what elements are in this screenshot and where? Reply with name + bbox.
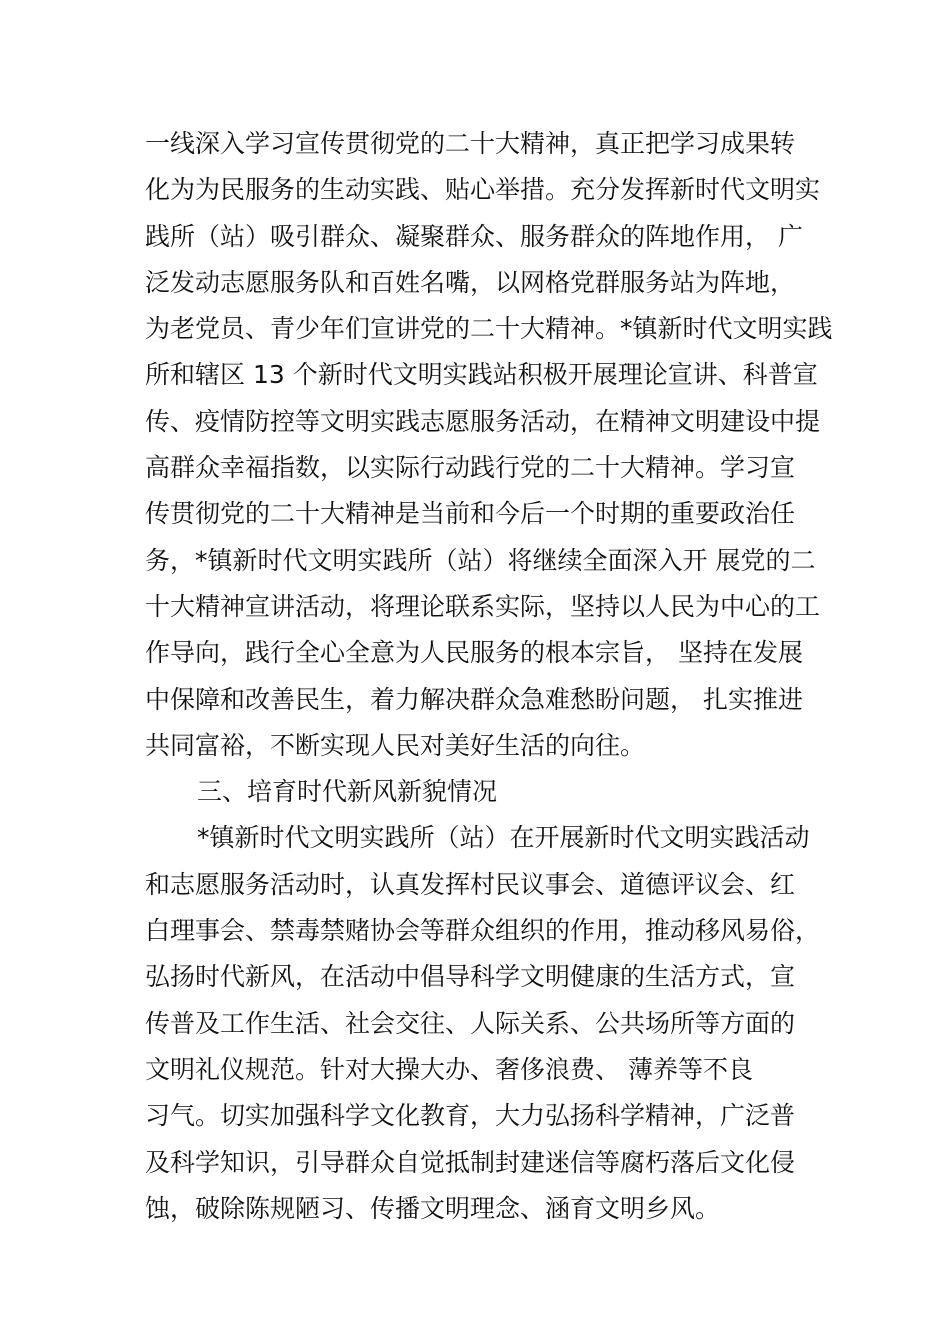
body-line-13: 中保障和改善民生，着力解决群众急难愁盼问题， 扎实推进: [145, 684, 803, 714]
section-line-5: 传普及工作生活、社会交往、人际关系、公共场所等方面的: [145, 1008, 796, 1038]
body-line-3: 践所（站）吸引群众、凝聚群众、服务群众的阵地作用， 广: [145, 221, 803, 251]
section-line-6: 文明礼仪规范。针对大操大办、奢侈浪费、 薄养等不良: [145, 1054, 753, 1084]
body-line-6: 所和辖区 13 个新时代文明实践站积极开展理论宣讲、科普宣: [145, 360, 818, 390]
body-line-10: 务，*镇新时代文明实践所（站）将继续全面深入开 展党的二: [145, 545, 816, 575]
section-line-2: 和志愿服务活动时，认真发挥村民议事会、道德评议会、红: [145, 869, 796, 899]
body-line-2: 化为为民服务的生动实践、贴心举措。充分发挥新时代文明实: [145, 175, 821, 205]
section-line-4: 弘扬时代新风，在活动中倡导科学文明健康的生活方式，宣: [145, 962, 796, 992]
body-line-5: 为老党员、青少年们宣讲党的二十大精神。*镇新时代文明实践: [145, 314, 833, 344]
body-line-1: 一线深入学习宣传贯彻党的二十大精神，真正把学习成果转: [145, 129, 796, 158]
section-line-9: 蚀，破除陈规陋习、传播文明理念、涵育文明乡风。: [145, 1193, 721, 1223]
section-line-1: *镇新时代文明实践所（站）在开展新时代文明实践活动: [197, 823, 810, 853]
body-line-11: 十大精神宣讲活动，将理论联系实际，坚持以人民为中心的工: [145, 591, 821, 621]
body-line-9: 传贯彻党的二十大精神是当前和今后一个时期的重要政治任: [145, 499, 796, 529]
section-heading: 三、培育时代新风新貌情况: [197, 777, 498, 807]
body-line-14: 共同富裕，不断实现人民对美好生活的向往。: [145, 730, 646, 760]
body-line-7: 传、疫情防控等文明实践志愿服务活动，在精神文明建设中提: [145, 406, 821, 436]
section-line-7: 习气。切实加强科学文化教育，大力弘扬科学精神，广泛普: [145, 1101, 796, 1131]
document-body: [145, 121, 845, 1232]
section-line-8: 及科学知识，引导群众自觉抵制封建迷信等腐朽落后文化侵: [145, 1147, 796, 1177]
body-line-12: 作导向，践行全心全意为人民服务的根本宗旨， 坚持在发展: [145, 638, 803, 668]
body-line-4: 泛发动志愿服务队和百姓名嘴，以网格党群服务站为阵地，: [145, 267, 796, 297]
body-line-8: 高群众幸福指数，以实际行动践行党的二十大精神。学习宣: [145, 453, 796, 483]
section-line-3: 白理事会、禁毒禁赌协会等群众组织的作用，推动移风易俗，: [145, 916, 821, 946]
